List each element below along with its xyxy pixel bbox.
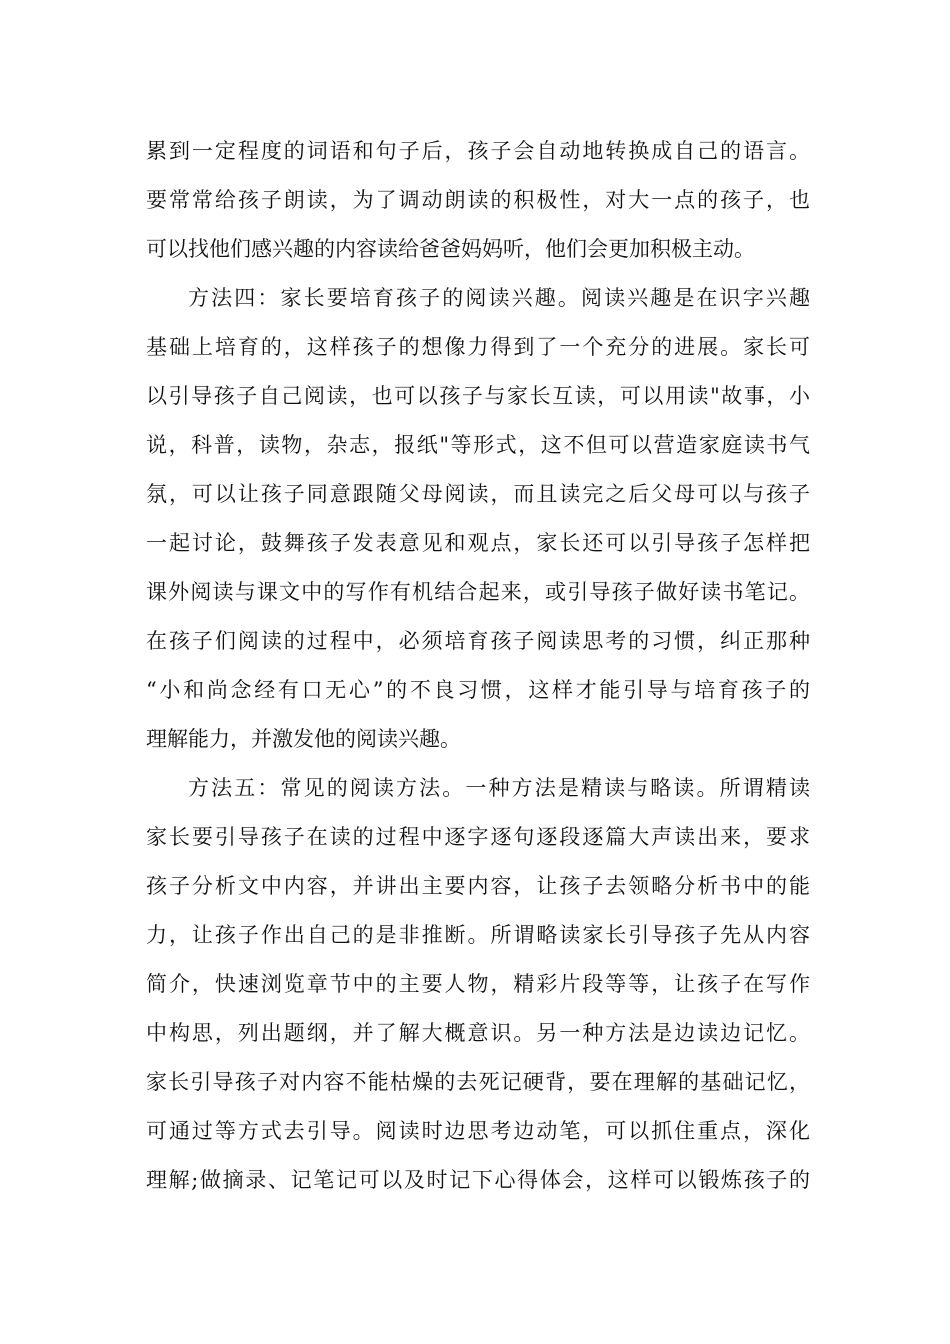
- text-line: 可通过等方式去引导。阅读时边思考边动笔，可以抓住重点，深化: [146, 1119, 810, 1143]
- text-line: “小和尚念经有口无心”的不良习惯，这样才能引导与培育孩子的: [146, 678, 810, 702]
- paragraph-start-line: 方法四：家长要培育孩子的阅读兴趣。阅读兴趣是在识字兴趣: [188, 286, 810, 310]
- text-line: 氛，可以让孩子同意跟随父母阅读，而且读完之后父母可以与孩子: [146, 482, 810, 506]
- text-line: 课外阅读与课文中的写作有机结合起来，或引导孩子做好读书笔记。: [146, 580, 810, 604]
- text-line: 简介，快速浏览章节中的主要人物，精彩片段等等，让孩子在写作: [146, 972, 810, 996]
- text-line: 要常常给孩子朗读，为了调动朗读的积极性，对大一点的孩子，也: [146, 188, 810, 212]
- text-line: 理解;做摘录、记笔记可以及时记下心得体会，这样可以锻炼孩子的: [146, 1168, 810, 1192]
- text-line: 一起讨论，鼓舞孩子发表意见和观点，家长还可以引导孩子怎样把: [146, 531, 810, 555]
- text-line: 孩子分析文中内容，并讲出主要内容，让孩子去领略分析书中的能: [146, 874, 810, 898]
- text-line: 力，让孩子作出自己的是非推断。所谓略读家长引导孩子先从内容: [146, 923, 810, 947]
- paragraph-start-line: 方法五：常见的阅读方法。一种方法是精读与略读。所谓精读: [188, 776, 810, 800]
- text-line: 累到一定程度的词语和句子后，孩子会自动地转换成自己的语言。: [146, 139, 810, 163]
- text-line: 家长要引导孩子在读的过程中逐字逐句逐段逐篇大声读出来，要求: [146, 825, 810, 849]
- text-line: 说，科普，读物，杂志，报纸"等形式，这不但可以营造家庭读书气: [146, 433, 810, 457]
- text-line: 基础上培育的，这样孩子的想像力得到了一个充分的进展。家长可: [146, 335, 810, 359]
- text-line: 在孩子们阅读的过程中，必须培育孩子阅读思考的习惯，纠正那种: [146, 629, 810, 653]
- text-line: 可以找他们感兴趣的内容读给爸爸妈妈听，他们会更加积极主动。: [146, 237, 755, 261]
- text-line: 理解能力，并激发他的阅读兴趣。: [146, 727, 461, 751]
- body-text: [146, 127, 810, 1205]
- text-line: 中构思，列出题纲，并了解大概意识。另一种方法是边读边记忆。: [146, 1021, 810, 1045]
- text-line: 家长引导孩子对内容不能枯燥的去死记硬背，要在理解的基础记忆，: [146, 1070, 810, 1094]
- text-line: 以引导孩子自己阅读，也可以孩子与家长互读，可以用读"故事，小: [146, 384, 810, 408]
